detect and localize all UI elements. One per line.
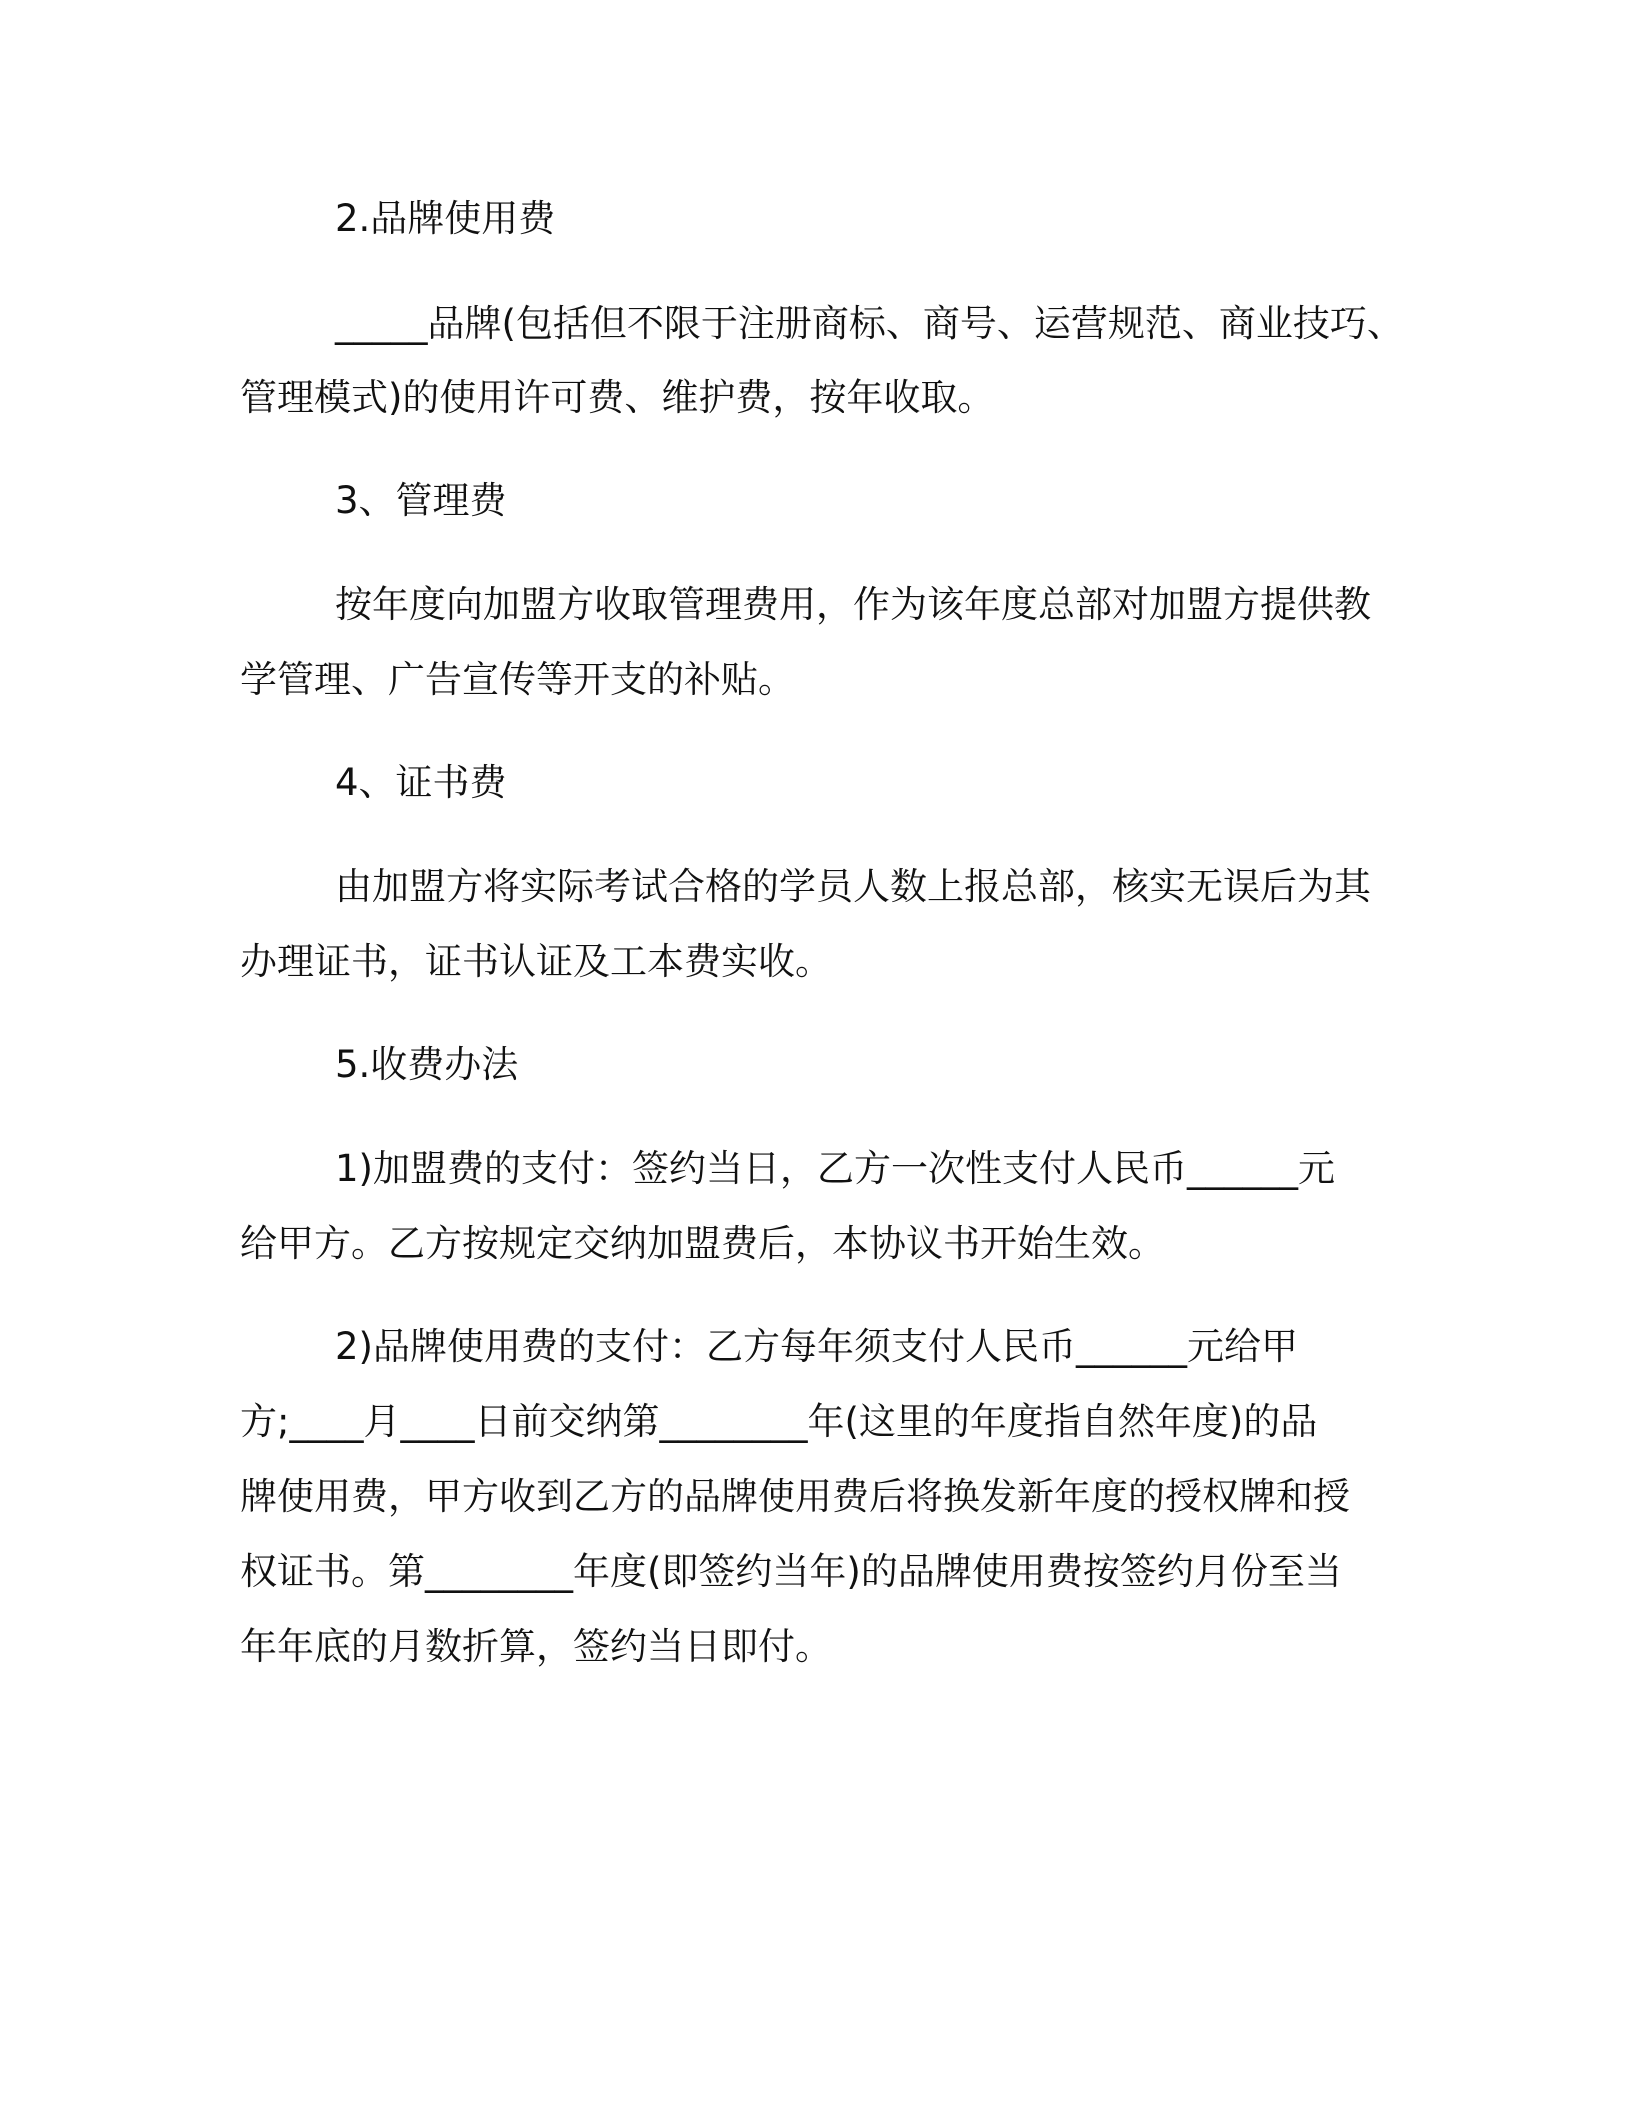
section-heading-brand-fee: 2.品牌使用费 (335, 197, 556, 240)
paragraph-line: 1)加盟费的支付：签约当日，乙方一次性支付人民币______元 (335, 1147, 1335, 1190)
paragraph-line: _____品牌(包括但不限于注册商标、商号、运营规范、商业技巧、 (335, 302, 1404, 345)
paragraph-line: 管理模式)的使用许可费、维护费，按年收取。 (240, 376, 995, 419)
section-heading-certificate-fee: 4、证书费 (335, 761, 507, 804)
paragraph-line: 权证书。第________年度(即签约当年)的品牌使用费按签约月份至当 (240, 1550, 1342, 1593)
paragraph-line: 年年底的月数折算，签约当日即付。 (240, 1625, 832, 1668)
section-heading-payment-method: 5.收费办法 (335, 1043, 519, 1086)
paragraph-line: 按年度向加盟方收取管理费用，作为该年度总部对加盟方提供教 (335, 583, 1371, 626)
paragraph-line: 学管理、广告宣传等开支的补贴。 (240, 658, 795, 701)
section-heading-management-fee: 3、管理费 (335, 479, 507, 522)
paragraph-line: 2)品牌使用费的支付：乙方每年须支付人民币______元给甲 (335, 1325, 1298, 1368)
paragraph-line: 牌使用费，甲方收到乙方的品牌使用费后将换发新年度的授权牌和授 (240, 1475, 1350, 1518)
paragraph-line: 由加盟方将实际考试合格的学员人数上报总部，核实无误后为其 (335, 865, 1371, 908)
paragraph-line: 方;____月____日前交纳第________年(这里的年度指自然年度)的品 (240, 1400, 1318, 1443)
paragraph-line: 给甲方。乙方按规定交纳加盟费后，本协议书开始生效。 (240, 1222, 1165, 1265)
paragraph-line: 办理证书，证书认证及工本费实收。 (240, 940, 832, 983)
